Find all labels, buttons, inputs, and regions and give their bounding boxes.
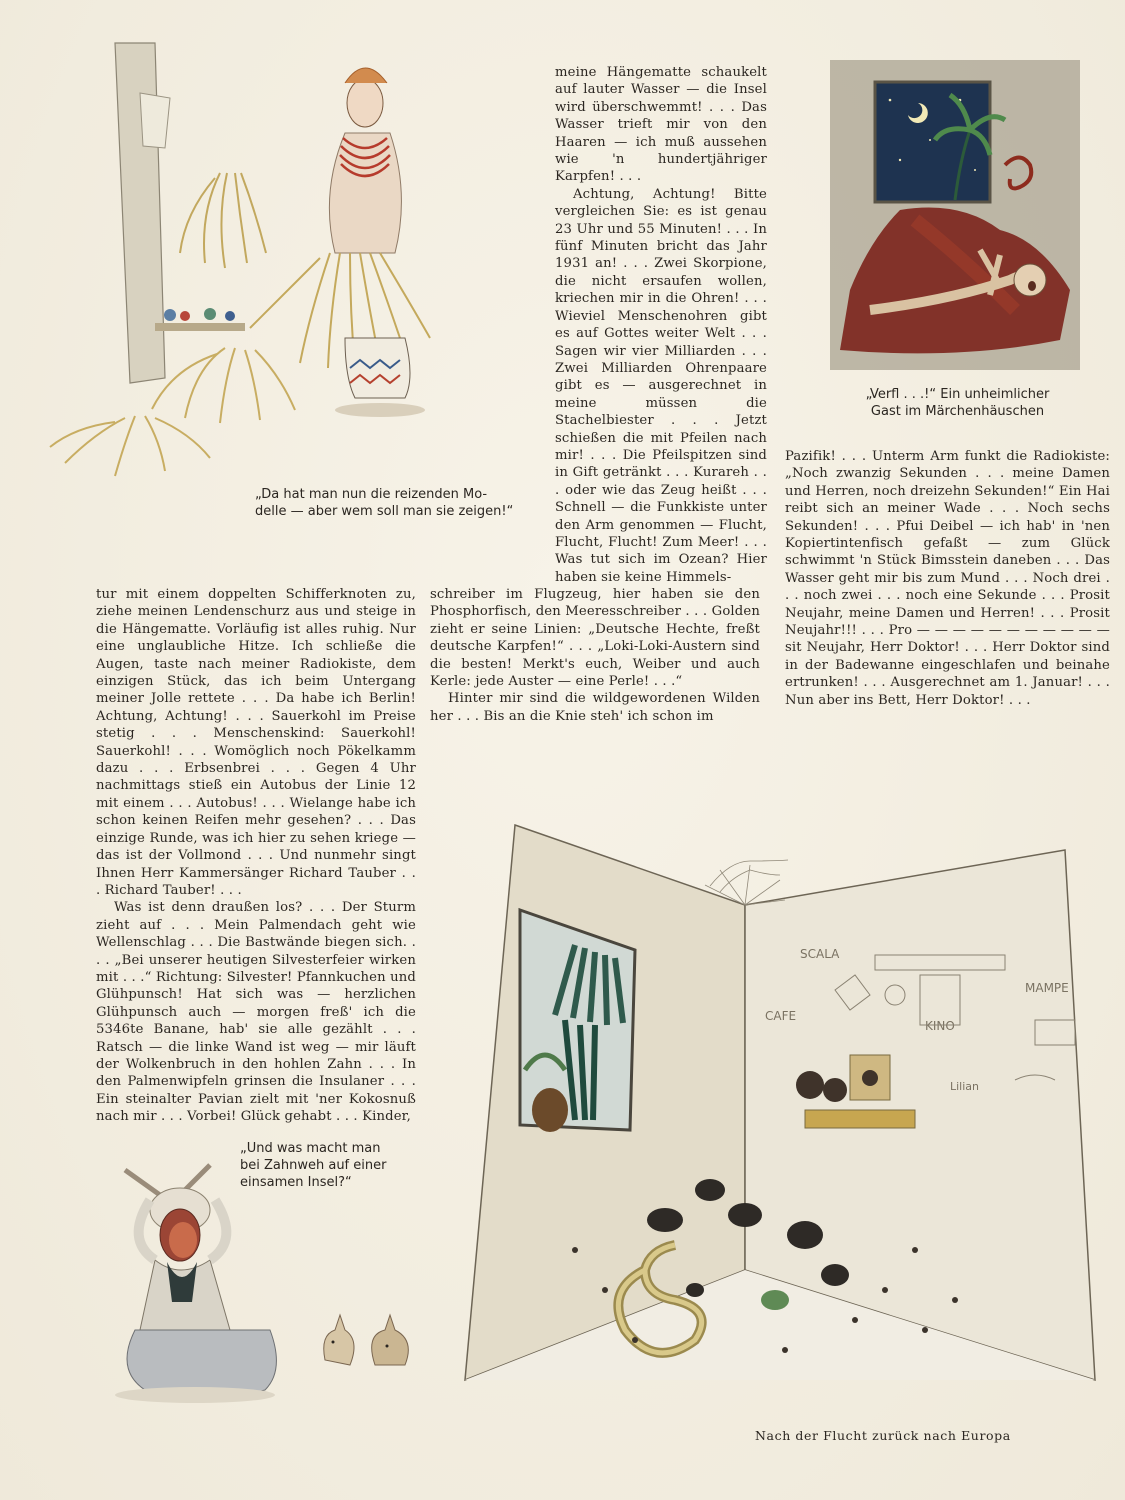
text-column-left (96, 586, 416, 1126)
illustration-toothache (95, 1150, 455, 1430)
doodle-text: Lilian (950, 1080, 980, 1093)
illustration-room-europe (455, 820, 1110, 1400)
illustration-night-scorpion (830, 60, 1080, 370)
text-column-right (785, 448, 1110, 709)
doodle-text: CAFE (765, 1009, 797, 1023)
paragraph: tur mit einem doppelten Schifferknoten zu, ziehe meinen Lendenschurz aus und steige in die Hängematte. Vorläufig ist alles ruhig. Nur eine unglaubliche Hitze. Ich schließe die Augen, taste nach meiner Radiokiste, dem einzigen Stück, das ich beim Untergang meiner Jolle rettete . . . Da habe ich Berlin! Achtung, Achtung! . . . Sauerkohl im Preise stetig . . . Menschenskind: Sauerkohl! Sauerkohl! . . . Womöglich noch Pökelkamm dazu . . . Erbsenbrei . . . Gegen 4 Uhr nachmittags stieß ein Autobus der Linie 12 mit einem . . . Autobus! . . . Wielange habe ich schon keinen Reifen mehr gesehen? . . . Das einzige Runde, was ich hier zu sehen kriege — das ist der Vollmond . . . Und nunmehr singt Ihnen Herr Kammersänger Richard Tauber . . . Richard Tauber! . . . (96, 587, 416, 898)
doodle-text: MAMPE (1025, 981, 1069, 995)
paragraph: meine Hängematte schaukelt auf lauter Wasser — die Insel wird überschwemmt! . . . Das Wasser trieft mir von den Haaren — ich muß aussehen wie 'n hundertjähriger Karpfen! . . . (555, 65, 767, 185)
paragraph: Hinter mir sind die wildgewordenen Wilden her . . . Bis an die Knie steh' ich schon im (430, 691, 760, 724)
paragraph: Achtung, Achtung! Bitte vergleichen Sie: es ist genau 23 Uhr und 55 Minuten! . . . In fünf Minuten bricht das Jahr 1931 an! . . . Zwei Skorpione, die nicht ersaufen wollen, kriechen mir in die Ohren! . . . Wieviel Menschenohren gibt es auf Gottes weiter Welt . . . Sagen wir vier Milliarden . . . Zwei Milliarden Ohrenpaare gibt es — ausgerechnet in meine müssen die Stachelbiester . . . Jetzt schießen die mit Pfeilen nach mir! . . . Die Pfeilspitzen sind in Gift getränkt . . . Kurareh . . . oder wie das Zeug heißt . . . Schnell — die Funkkiste unter den Arm genommen — Flucht, Flucht, Flucht! Zum Meer! . . . Was tut sich im Ozean? Hier haben sie keine Himmels- (555, 186, 767, 585)
caption-bottom-left: „Und was macht man bei Zahnweh auf einer einsamen Insel?“ (240, 1141, 387, 1190)
text-column-top-middle (555, 64, 767, 586)
caption-bottom-right: Nach der Flucht zurück nach Europa (755, 1428, 1011, 1443)
text-column-middle (430, 586, 760, 725)
caption-top-right: „Verfl . . .!“ Ein unheimlicher Gast im Märchenhäuschen (865, 387, 1050, 419)
caption-top-left: „Da hat man nun die reizenden Mo- delle — aber wem soll man sie zeigen!“ (255, 487, 514, 519)
paragraph: schreiber im Flugzeug, hier haben sie den Phosphorfisch, den Meeresschreiber . . . Golden zieht er seine Linien: „Deutsche Hechte, freßt deutsche Karpfen!“ . . . „Loki-Loki-Austern sind die besten! Merkt's euch, Weiber und auch Kerle: jede Auster — eine Perle! . . .“ (430, 587, 760, 690)
illustration-grass-skirt-woman (45, 38, 530, 488)
paragraph: Was ist denn draußen los? . . . Der Sturm zieht auf . . . Mein Palmendach geht wie Wellenschlag . . . Die Bastwände biegen sich. . . . „Bei unserer heutigen Silvesterfeier wirken mit . . .“ Richtung: Silvester! Pfannkuchen und Glühpunsch! Hat sich was — herzlichen Glühpunsch auch — morgen freß' ich die 5346te Banane, hab' sie alle gezählt . . . Ratsch — die linke Wand ist weg — mir läuft der Wolkenbruch in den hohlen Zahn . . . In den Palmenwipfeln grinsen die Insulaner . . . Ein steinalter Pavian zielt mit 'ner Kokosnuß nach mir . . . Vorbei! Glück gehabt . . . Kinder, (96, 900, 416, 1125)
paragraph: Pazifik! . . . Unterm Arm funkt die Radiokiste: „Noch zwanzig Sekunden . . . meine Damen und Herren, noch dreizehn Sekunden!“ Ein Hai reibt sich an meiner Wade . . . Noch sechs Sekunden! . . . Pfui Deibel — ich hab' in 'nen Kopiertintenfisch gefaßt — zum Glück schwimmt 'n Stück Bimsstein daneben . . . Das Wasser geht mir bis zum Mund . . . Noch drei . . . noch zwei . . . noch eine Sekunde . . . Prosit Neujahr, meine Damen und Herren! . . . Prosit Neujahr!!! . . . Pro — — — — — — — — — — — sit Neujahr, Herr Doktor! . . . Herr Doktor sind in der Badewanne eingeschlafen und beinahe ertrunken! . . . Ausgerechnet am 1. Januar! . . . Nun aber ins Bett, Herr Doktor! . . . (785, 449, 1110, 708)
doodle-text: KINO (925, 1019, 955, 1033)
doodle-text: SCALA (800, 947, 840, 961)
